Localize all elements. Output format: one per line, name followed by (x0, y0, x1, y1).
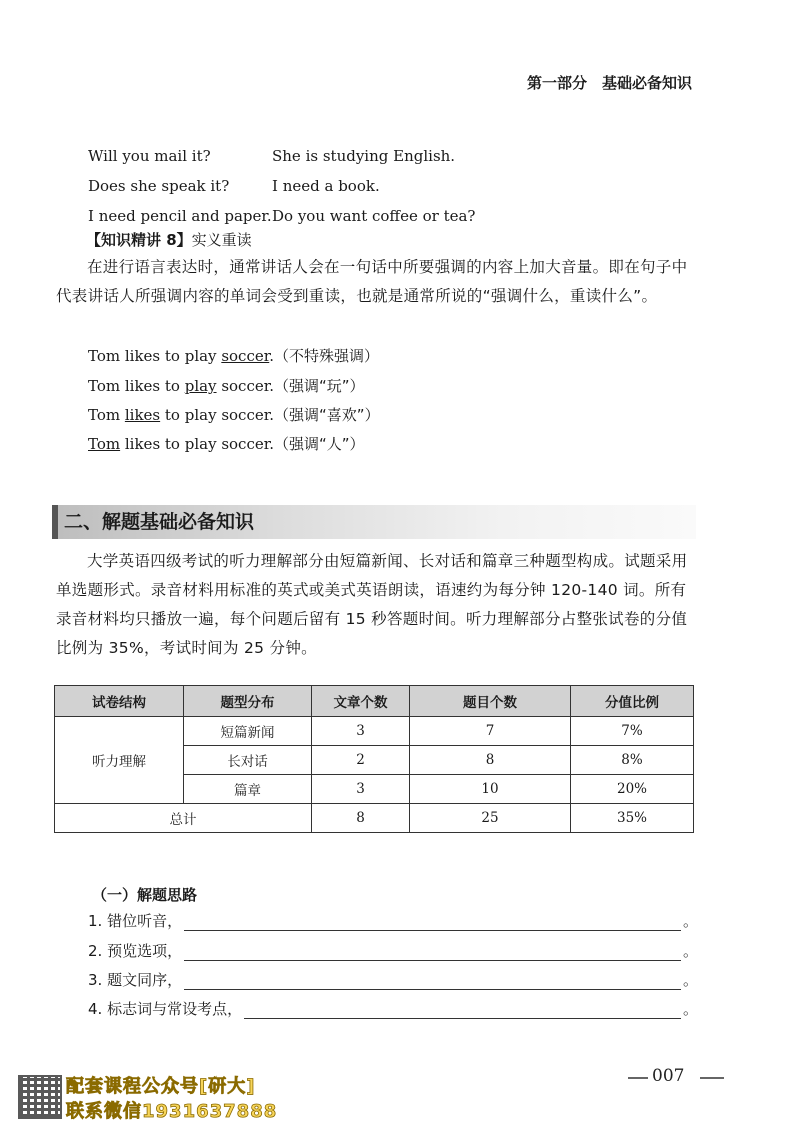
watermark-line: 配套课程公众号[研大] (66, 1076, 256, 1097)
stress-sentence (88, 433, 365, 454)
stressed-word: soccer (221, 347, 270, 365)
stress-sentence (88, 404, 380, 425)
table-cell: 3 (312, 717, 410, 746)
stress-note: （强调“人”） (274, 435, 365, 453)
table-cell: 8 (312, 804, 410, 833)
table-cell: 8 (410, 746, 571, 775)
knowledge-title: 实义重读 (191, 231, 252, 249)
intro-paragraph: 大学英语四级考试的听力理解部分由短篇新闻、长对话和篇章三种题型构成。试题采用单选题形式。录音材料用标准的英式或美式英语朗读，语速约为每分钟 120-140 词。所有录音材料均只播放一遍，每个问题后留有 15 秒答题时间。听力理解部分占整张试卷的分值比例为 35%，考试时间为 25 分钟。 (56, 552, 688, 657)
stressed-word: Tom (88, 435, 121, 453)
table-header: 题目个数 (410, 686, 571, 717)
qr-code-icon (18, 1075, 62, 1119)
table-cell: 总计 (55, 804, 312, 833)
table-cell: 篇章 (184, 775, 312, 804)
running-header: 第一部分 基础必备知识 (526, 74, 692, 92)
sentence-text: Tom likes to play (88, 347, 222, 365)
example-left: I need pencil and paper. (88, 207, 272, 225)
fill-in-label: 4. 标志词与常设考点， (88, 1000, 243, 1018)
knowledge-heading (86, 229, 252, 250)
example-row (88, 141, 548, 171)
table-cell: 35% (571, 804, 694, 833)
page-number-ornament (628, 1077, 648, 1079)
table-header: 分值比例 (571, 686, 694, 717)
table-group-cell: 听力理解 (55, 717, 184, 804)
sentence-text: to play soccer. (160, 406, 275, 424)
stress-note: （强调“玩”） (274, 377, 365, 395)
sentence-text: Tom (88, 406, 125, 424)
table-header: 文章个数 (312, 686, 410, 717)
table-row (55, 717, 694, 746)
table-header: 题型分布 (184, 686, 312, 717)
table-cell: 25 (410, 804, 571, 833)
table-header: 试卷结构 (55, 686, 184, 717)
example-right: I need a book. (272, 177, 380, 195)
table-total-row (55, 804, 694, 833)
example-row (88, 171, 548, 201)
fill-in-label: 3. 题文同序， (88, 971, 183, 989)
sentence-text: likes to play soccer. (120, 435, 275, 453)
table-cell: 8% (571, 746, 694, 775)
watermark-line: 联系微信1931637888 (66, 1101, 278, 1122)
page-number-ornament (700, 1077, 724, 1079)
stressed-word: play (184, 377, 217, 395)
page-number: 007 (652, 1066, 685, 1086)
table-cell: 3 (312, 775, 410, 804)
example-right: Do you want coffee or tea? (272, 207, 476, 225)
table-cell: 长对话 (184, 746, 312, 775)
stress-note: （不特殊强调） (274, 347, 380, 365)
fill-in-end: 。 (682, 1000, 698, 1018)
fill-in-item (88, 940, 698, 961)
example-left: Does she speak it? (88, 177, 230, 195)
example-sentences (88, 141, 548, 231)
stress-note: （强调“喜欢”） (274, 406, 380, 424)
table-header-row (55, 686, 694, 717)
table-cell: 短篇新闻 (184, 717, 312, 746)
stressed-word: likes (124, 406, 161, 424)
table-cell: 7 (410, 717, 571, 746)
fill-in-end: 。 (682, 942, 698, 960)
fill-in-end: 。 (682, 971, 698, 989)
stress-sentence (88, 375, 365, 396)
fill-in-item (88, 969, 698, 990)
fill-in-label: 1. 错位听音， (88, 912, 183, 930)
knowledge-label: 【知识精讲 8】 (86, 231, 192, 249)
sentence-text: Tom likes to (88, 377, 185, 395)
section-banner-mark (52, 505, 58, 539)
example-right: She is studying English. (272, 147, 456, 165)
example-left: Will you mail it? (88, 147, 211, 165)
fill-in-item (88, 910, 698, 931)
fill-in-end: 。 (682, 912, 698, 930)
sentence-text: soccer. (216, 377, 275, 395)
table-cell: 2 (312, 746, 410, 775)
stress-paragraph: 在进行语言表达时，通常讲话人会在一句话中所要强调的内容上加大音量。即在句子中代表讲话人所强调内容的单词会受到重读，也就是通常所说的“强调什么，重读什么”。 (56, 258, 688, 305)
score-table (54, 685, 694, 833)
answer-blank[interactable] (184, 914, 681, 931)
sentence-text: . (269, 347, 275, 365)
fill-in-item (88, 998, 698, 1019)
table-cell: 10 (410, 775, 571, 804)
table-cell: 7% (571, 717, 694, 746)
answer-blank[interactable] (244, 1002, 681, 1019)
answer-blank[interactable] (184, 944, 681, 961)
stress-sentence (88, 345, 379, 366)
answer-blank[interactable] (184, 973, 681, 990)
subsection-title: （一）解题思路 (92, 886, 198, 904)
section-title: 二、解题基础必备知识 (64, 511, 255, 533)
example-row (88, 201, 548, 231)
fill-in-label: 2. 预览选项， (88, 942, 183, 960)
table-cell: 20% (571, 775, 694, 804)
